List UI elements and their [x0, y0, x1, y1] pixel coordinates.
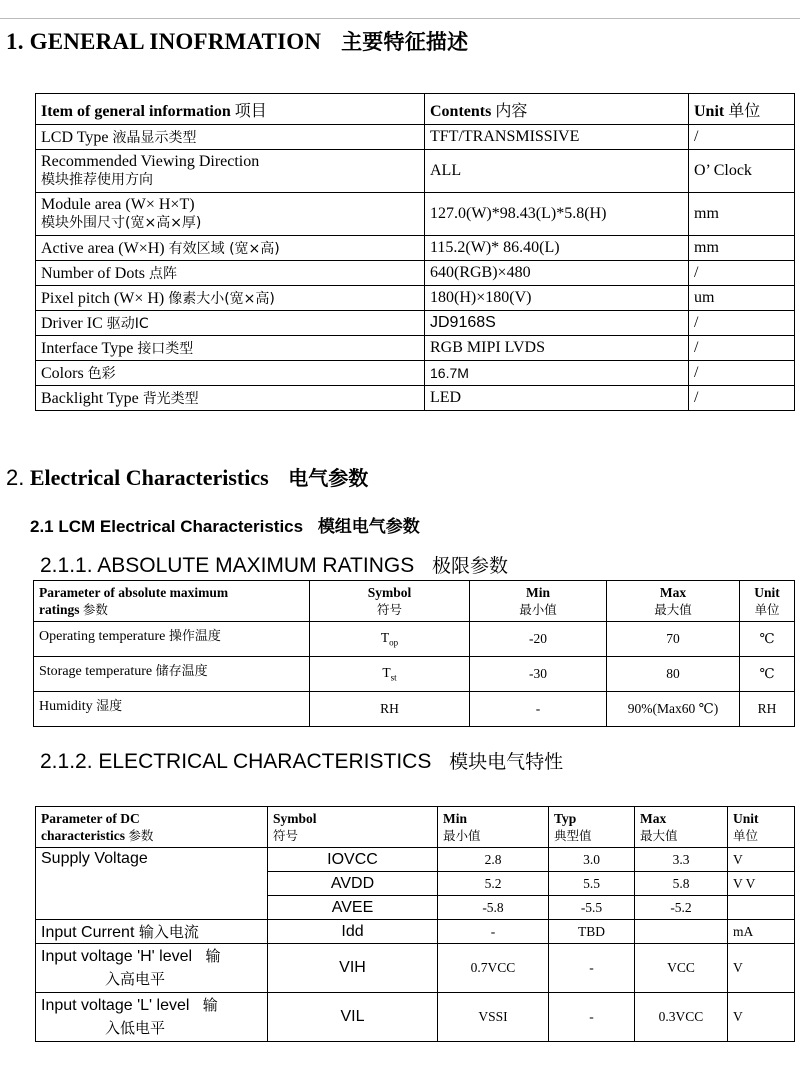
table-row: Number of Dots 点阵 640(RGB)×480 /: [36, 261, 795, 286]
table-row: Operating temperature 操作温度 $T_{op}$ -20 70 ℃: [34, 622, 795, 657]
table-row: Module area (W× H×T) 模块外围尺寸(宽×高×厚) 127.0(W)*98.43(L)*5.8(H) mm: [36, 193, 795, 236]
section-title-cn: 主要特征描述: [341, 30, 469, 54]
section-title: GENERAL INOFRMATION: [29, 29, 322, 54]
absolute-max-ratings-table: [33, 580, 795, 727]
table-row: Backlight Type 背光类型 LED /: [36, 386, 795, 411]
table-row: Driver IC 驱动IC JD9168S /: [36, 311, 795, 336]
table-row: AVEE -5.8 -5.5 -5.2: [36, 896, 795, 920]
header-contents: Contents 内容: [425, 94, 689, 125]
general-info-table: [35, 93, 795, 411]
section-number: 1.: [6, 29, 24, 54]
table-row: Humidity 湿度 RH - 90%(Max60 ℃) RH: [34, 692, 795, 727]
table-header-row: Parameter of DC characteristics 参数 Symbol 符号 Min 最小值 Typ 典型值 Max 最大值 Unit 单位: [36, 807, 795, 848]
section-1-heading: [6, 26, 468, 56]
table-row: Pixel pitch (W× H) 像素大小(宽×高) 180(H)×180(V) um: [36, 286, 795, 311]
header-unit: Unit 单位: [689, 94, 795, 125]
section-2-1-1-heading: 2.1.1. ABSOLUTE MAXIMUM RATINGS 极限参数: [40, 554, 509, 577]
table-row: LCD Type 液晶显示类型 TFT/TRANSMISSIVE /: [36, 125, 795, 150]
table-row: AVDD 5.2 5.5 5.8 V V: [36, 872, 795, 896]
table-row: Interface Type 接口类型 RGB MIPI LVDS /: [36, 336, 795, 361]
table-row: Input voltage 'H' level 输 入高电平 VIH 0.7VCC - VCC V: [36, 944, 795, 993]
table-row: Active area (W×H) 有效区域 (宽×高) 115.2(W)* 86.40(L) mm: [36, 236, 795, 261]
table-row: Storage temperature 储存温度 $T_{st}$ -30 80 ℃: [34, 657, 795, 692]
dc-characteristics-table: [35, 806, 795, 1042]
table-header-row: [36, 94, 795, 125]
table-row: Input Current 输入电流 Idd - TBD mA: [36, 920, 795, 944]
section-2-heading: 2. Electrical Characteristics 电气参数: [6, 465, 369, 490]
table-row: Recommended Viewing Direction 模块推荐使用方向 ALL O’ Clock: [36, 150, 795, 193]
section-2-1-heading: 2.1 LCM Electrical Characteristics 模组电气参数: [30, 517, 420, 537]
table-row: Colors 色彩 16.7M /: [36, 361, 795, 386]
top-rule: [0, 18, 800, 19]
section-2-1-2-heading: 2.1.2. ELECTRICAL CHARACTERISTICS 模块电气特性: [40, 750, 564, 773]
table-header-row: Parameter of absolute maximum ratings 参数 Symbol 符号 Min 最小值 Max 最大值 Unit 单位: [34, 581, 795, 622]
header-item: Item of general information 项目: [36, 94, 425, 125]
supply-voltage-label: Supply Voltage: [36, 848, 268, 920]
table-row: Supply Voltage IOVCC 2.8 3.0 3.3 V: [36, 848, 795, 872]
table-row: Input voltage 'L' level 输 入低电平 VIL VSSI - 0.3VCC V: [36, 993, 795, 1042]
